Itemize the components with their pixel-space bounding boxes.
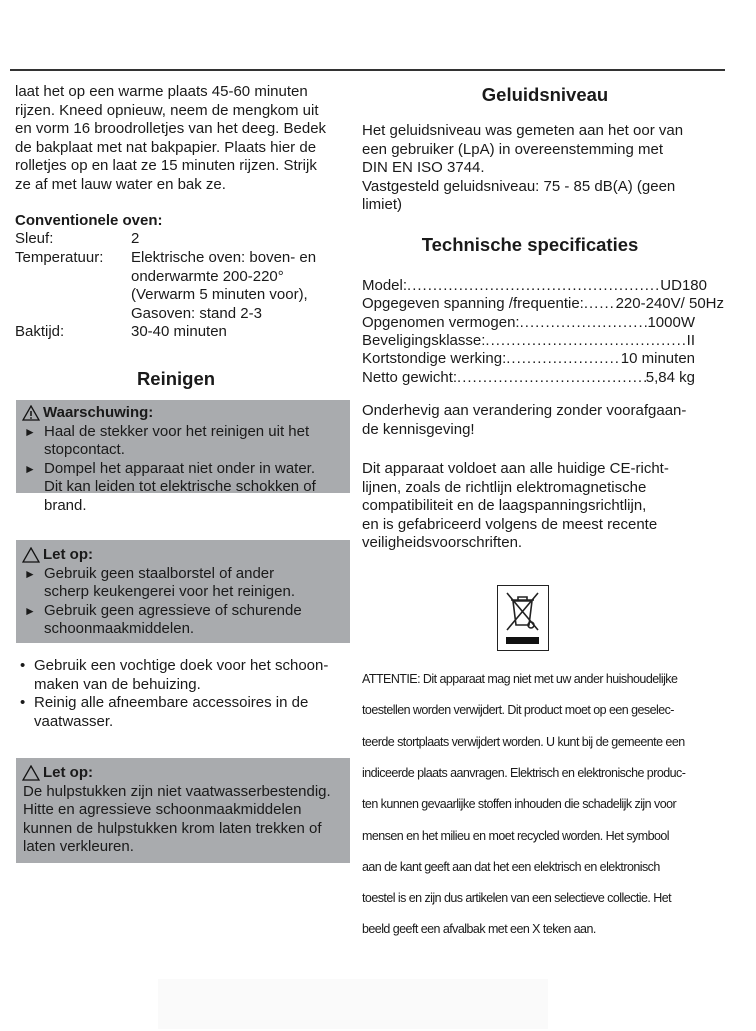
bullet-line: maken van de behuizing.	[34, 675, 201, 693]
text-line: Vastgesteld geluidsniveau: 75 - 85 dB(A) (geen	[362, 177, 676, 195]
spec-label: Beveligingsklasse:	[362, 331, 486, 349]
box-title: Let op:	[43, 764, 93, 781]
text-line: laat het op een warme plaats 45-60 minuten	[15, 83, 308, 100]
bullet-line: vaatwasser.	[34, 712, 114, 730]
spec-label: Opgenomen vermogen:	[362, 313, 520, 331]
text-line: limiet)	[362, 196, 402, 214]
box-line: Dit kan leiden tot elektrische schokken of	[44, 478, 316, 495]
sleuf-label: Sleuf:	[15, 230, 54, 247]
spec-leader	[407, 277, 660, 295]
arrow-bullet-icon: ►	[24, 566, 36, 581]
text-line: Gasoven: stand 2-3	[131, 304, 262, 322]
text-line: teerde stortplaats verwijdert worden. U kunt bij de gemeente een	[362, 734, 685, 749]
oven-title: Conventionele oven:	[15, 212, 163, 229]
text-line: ATTENTIE: Dit apparaat mag niet met uw ander huishoudelijke	[362, 672, 678, 686]
spec-leader	[506, 350, 621, 368]
box-line: Hitte en agressieve schoonmaakmiddelen	[23, 801, 302, 818]
text-line: toestel is en zijn dus artikelen van een selectieve collectie. Het	[362, 891, 672, 906]
text-line: Onderhevig aan verandering zonder voorafgaan-	[362, 402, 687, 419]
text-line: rijzen. Kneed opnieuw, neem de mengkom uit	[15, 101, 319, 119]
baktijd-label: Baktijd:	[15, 323, 65, 340]
arrow-bullet-icon: ►	[24, 603, 36, 618]
text-line: toestellen worden verwijdert. Dit product moet op een geselec-	[362, 703, 674, 718]
spec-row	[362, 295, 724, 313]
text-line: een gebruiker (LpA) in overeenstemming met	[362, 140, 663, 158]
box-line: De hulpstukken zijn niet vaatwasserbestendig.	[23, 782, 331, 800]
text-line: indiceerde plaats aanvragen. Elektrisch en elektronische produc-	[362, 765, 686, 780]
spec-label: Model:	[362, 277, 408, 294]
bullet-line: Gebruik een vochtige doek voor het schoon-	[34, 657, 329, 674]
bullet-dot-icon: •	[20, 694, 26, 711]
text-line: ten kunnen gevaarlijke stoffen inhouden die schadelijk zijn voor	[362, 797, 677, 812]
box-line: stopcontact.	[44, 441, 125, 458]
text-line: veiligheidsvoorschriften.	[362, 534, 523, 551]
spec-label: Netto gewicht:	[362, 368, 458, 386]
text-line: Elektrische oven: boven- en	[131, 249, 317, 266]
text-line: Dit apparaat voldoet aan alle huidige CE-richt-	[362, 460, 669, 477]
text-line: compatibiliteit en de laagspanningsrichtlijn,	[362, 497, 647, 514]
spec-leader	[485, 332, 686, 350]
text-line: beeld geeft een afvalbak met een X teken aan.	[362, 922, 596, 937]
text-line: DIN EN ISO 3744.	[362, 159, 485, 177]
box-title: Let op:	[43, 546, 93, 563]
box-line: Dompel het apparaat niet onder in water.	[44, 459, 316, 477]
box-line: Haal de stekker voor het reinigen uit het	[44, 422, 310, 440]
spec-row	[362, 369, 695, 387]
box-line: schoonmaakmiddelen.	[44, 620, 195, 637]
spec-row	[362, 277, 707, 295]
spec-leader	[584, 295, 616, 313]
arrow-bullet-icon: ►	[24, 461, 36, 476]
box-line: brand.	[44, 496, 87, 514]
caution-icon	[22, 547, 40, 563]
cleaning-heading: Reinigen	[136, 368, 216, 389]
spec-value: UD180	[660, 277, 707, 294]
box-line: Gebruik geen staalborstel of ander	[44, 564, 275, 582]
spec-row	[362, 314, 695, 332]
arrow-bullet-icon: ►	[24, 424, 36, 439]
text-line: en is gefabriceerd volgens de meest recente	[362, 515, 658, 533]
text-line: de kennisgeving!	[362, 420, 475, 438]
bullet-line: Reinig alle afneembare accessoires in de	[34, 694, 309, 711]
text-line: de bakplaat met nat bakpapier. Plaats hier de	[15, 138, 317, 156]
weee-bin-icon	[497, 585, 549, 651]
spec-heading: Technische specificaties	[421, 234, 639, 255]
header-rule	[10, 69, 725, 71]
spec-value: 5,84 kg	[645, 368, 695, 386]
spec-leader	[457, 369, 646, 387]
temp-label: Temperatuur:	[15, 249, 104, 266]
warning-icon	[22, 405, 40, 421]
caution-icon	[22, 765, 40, 781]
spec-row	[362, 332, 695, 350]
box-line: laten verkleuren.	[23, 838, 134, 855]
bullet-dot-icon: •	[20, 657, 26, 674]
spec-value: II	[686, 331, 695, 349]
box-line: Gebruik geen agressieve of schurende	[44, 601, 302, 619]
spec-row	[362, 350, 695, 368]
text-line: en vorm 16 broodrolletjes van het deeg. Bedek	[15, 120, 327, 138]
text-line: onderwarmte 200-220°	[131, 267, 284, 285]
text-line: ze af met lauw water en bak ze.	[15, 176, 226, 193]
sleuf-value: 2	[131, 230, 140, 247]
spec-label: Opgegeven spanning /frequentie:	[362, 295, 584, 313]
spec-label: Kortstondige werking:	[362, 350, 507, 368]
spec-value: 220-240V/ 50Hz	[615, 295, 724, 313]
text-line: lijnen, zoals de richtlijn elektromagnetische	[362, 478, 647, 496]
text-line: mensen en het milieu en moet recycled worden. Het symbool	[362, 828, 670, 843]
text-line: rolletjes op en laat ze 15 minuten rijzen. Strijk	[15, 157, 317, 175]
text-line: Het geluidsniveau was gemeten aan het oor van	[362, 122, 684, 139]
text-line: aan de kant geeft aan dat het een elektrisch en elektronisch	[362, 859, 660, 874]
spec-leader	[520, 314, 648, 332]
box-title: Waarschuwing:	[43, 404, 154, 421]
text-line: (Verwarm 5 minuten voor),	[131, 286, 308, 303]
noise-heading: Geluidsniveau	[481, 84, 609, 105]
baktijd-value: 30-40 minuten	[131, 323, 227, 340]
box-line: kunnen de hulpstukken krom laten trekken of	[23, 819, 322, 837]
spec-value: 10 minuten	[620, 350, 695, 368]
spec-value: 1000W	[647, 313, 695, 331]
footer-shade	[158, 979, 548, 1029]
box-line: scherp keukengerei voor het reinigen.	[44, 583, 295, 600]
